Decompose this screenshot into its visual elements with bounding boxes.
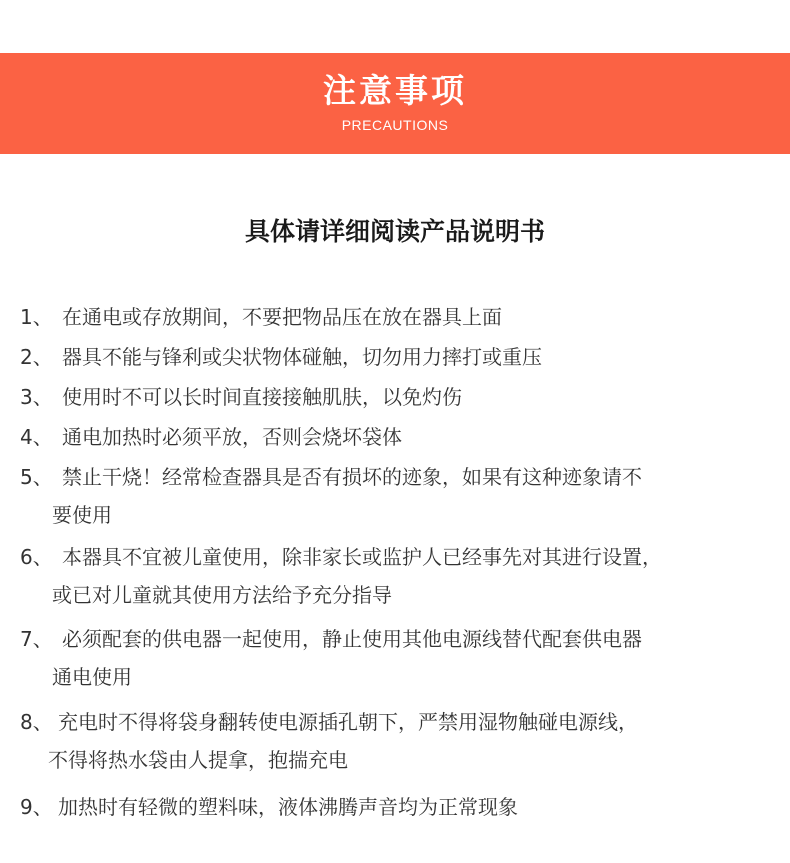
list-item [20,378,780,416]
list-item [20,458,780,534]
list-item [20,703,780,779]
banner-title: 注意事项 [323,71,467,110]
item-text: 使用时不可以长时间直接接触肌肤，以免灼伤 [62,385,462,409]
item-text: 加热时有轻微的塑料味，液体沸腾声音均为正常现象 [58,795,518,819]
item-number: 6、 [20,545,53,569]
list-item [20,298,780,336]
item-text: 通电加热时必须平放，否则会烧坏袋体 [62,425,402,449]
banner-subtitle: PRECAUTIONS [341,117,449,133]
precautions-banner [0,53,790,154]
item-text: 器具不能与锋利或尖状物体碰触，切勿用力摔打或重压 [62,345,542,369]
item-text-continued: 要使用 [52,503,112,527]
item-number: 3、 [20,385,53,409]
list-item [20,620,780,696]
item-text-continued: 或已对儿童就其使用方法给予充分指导 [52,583,392,607]
list-item [20,418,780,456]
item-text-continued: 不得将热水袋由人提拿，抱揣充电 [48,748,348,772]
item-number: 8、 [20,710,53,734]
page-heading: 具体请详细阅读产品说明书 [244,217,545,246]
item-text-continued: 通电使用 [52,665,132,689]
item-number: 1、 [20,305,53,329]
list-item [20,338,780,376]
item-number: 2、 [20,345,53,369]
item-text: 充电时不得将袋身翻转使电源插孔朝下，严禁用湿物触碰电源线， [58,710,638,734]
item-text: 禁止干烧！经常检查器具是否有损坏的迹象，如果有这种迹象请不 [62,465,642,489]
item-number: 7、 [20,627,53,651]
item-text: 必须配套的供电器一起使用，静止使用其他电源线替代配套供电器 [62,627,642,651]
item-number: 9、 [20,795,53,819]
item-text: 在通电或存放期间，不要把物品压在放在器具上面 [62,305,502,329]
item-number: 5、 [20,465,53,489]
item-number: 4、 [20,425,53,449]
item-text: 本器具不宜被儿童使用，除非家长或监护人已经事先对其进行设置， [62,545,662,569]
list-item [20,538,780,614]
list-item [20,788,780,826]
